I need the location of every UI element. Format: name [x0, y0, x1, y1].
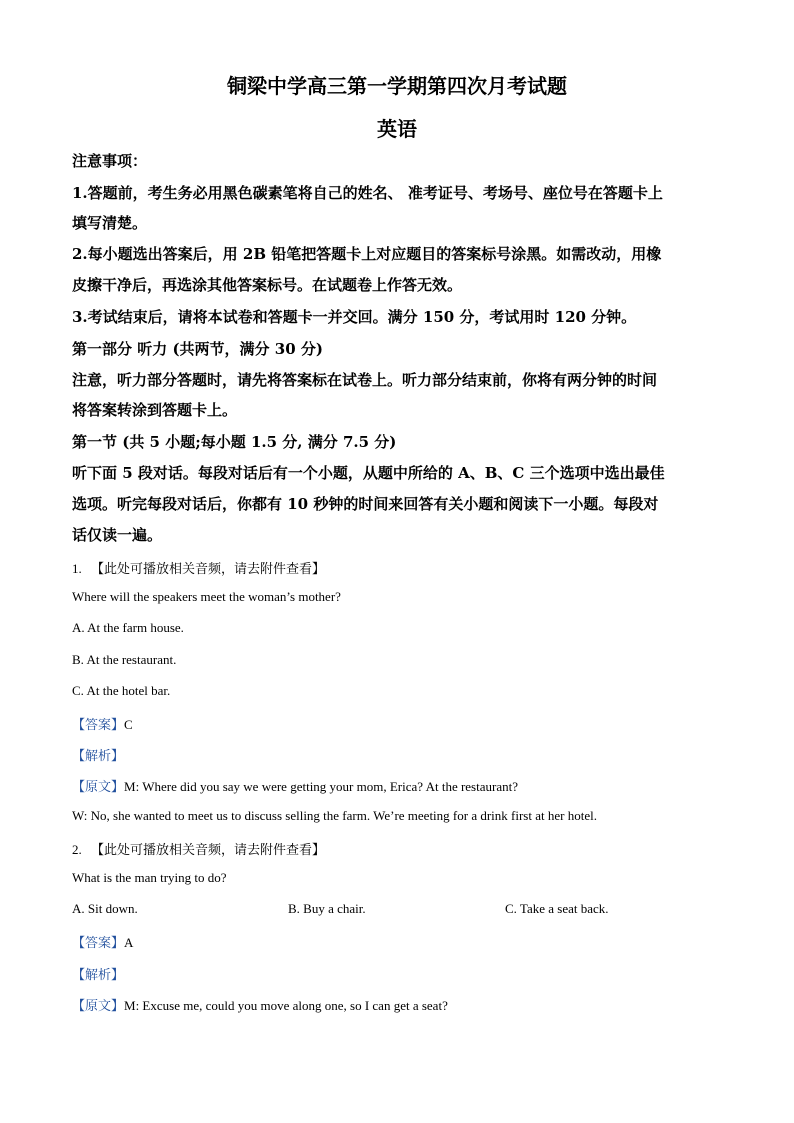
q2-analysis	[72, 964, 124, 983]
q1-number: 1.	[72, 561, 82, 576]
exam-title: 铜梁中学高三第一学期第四次月考试题	[227, 74, 567, 98]
instructions-line-1: 听下面 5 段对话。每段对话后有一个小题，从题中所给的 A、B、C 三个选项中选出最佳	[72, 464, 665, 482]
q2-audio-link[interactable]: 【此处可播放相关音频，请去附件查看】	[91, 842, 326, 857]
q2-number: 2.	[72, 842, 82, 857]
q1-answer-value: C	[124, 717, 133, 732]
section1-heading: 第一节 (共 5 小题;每小题 1.5 分, 满分 7.5 分)	[72, 433, 397, 451]
q2-original-m-text: M: Excuse me, could you move along one, so I can get a seat?	[124, 998, 448, 1013]
q1-original-w: W: No, she wanted to meet us to discuss selling the farm. We’re meeting for a drink first at her hotel.	[72, 808, 597, 823]
note-item-1-line-2: 填写清楚。	[72, 214, 148, 232]
q2-question: What is the man trying to do?	[72, 870, 227, 885]
note-item-2-line-1: 2.每小题选出答案后，用 2B 铅笔把答题卡上对应题目的答案标号涂黑。如需改动，用橡	[72, 245, 662, 263]
exam-subject: 英语	[377, 117, 417, 141]
q1-original-m	[72, 776, 518, 795]
q1-option-c: C. At the hotel bar.	[72, 683, 171, 698]
q1-option-a: A. At the farm house.	[72, 620, 184, 635]
q1-analysis	[72, 745, 124, 764]
q2-answer-value: A	[124, 935, 134, 950]
instructions-line-3: 话仅读一遍。	[72, 526, 163, 544]
q1-answer	[72, 714, 133, 733]
q2-option-b: B. Buy a chair.	[288, 901, 366, 916]
q2-option-a: A. Sit down.	[72, 901, 138, 916]
q2-option-c: C. Take a seat back.	[505, 901, 609, 916]
q1-audio-line	[72, 558, 325, 577]
q1-analysis-tag: 【解析】	[72, 749, 125, 764]
part1-notice-line-1: 注意，听力部分答题时，请先将答案标在试卷上。听力部分结束前，你将有两分钟的时间	[72, 371, 658, 389]
q2-original-tag: 【原文】	[72, 999, 125, 1014]
q1-question: Where will the speakers meet the woman’s mother?	[72, 589, 341, 604]
q2-answer-tag: 【答案】	[72, 936, 125, 951]
q1-option-b: B. At the restaurant.	[72, 652, 177, 667]
instructions-line-2: 选项。听完每段对话后，你都有 10 秒钟的时间来回答有关小题和阅读下一小题。每段对	[72, 495, 659, 513]
q1-original-tag: 【原文】	[72, 780, 125, 795]
q1-answer-tag: 【答案】	[72, 718, 125, 733]
note-item-2-line-2: 皮擦干净后，再选涂其他答案标号。在试题卷上作答无效。	[72, 276, 463, 294]
note-item-3: 3.考试结束后，请将本试卷和答题卡一并交回。满分 150 分，考试用时 120 分钟。	[72, 308, 637, 326]
q2-answer	[72, 932, 133, 951]
notes-heading: 注意事项：	[72, 152, 148, 170]
q1-original-m-text: M: Where did you say we were getting your mom, Erica? At the restaurant?	[124, 779, 518, 794]
q2-original-m	[72, 995, 448, 1014]
part1-heading: 第一部分 听力 (共两节，满分 30 分)	[72, 340, 323, 358]
q2-analysis-tag: 【解析】	[72, 968, 125, 983]
q2-audio-line	[72, 839, 325, 858]
note-item-1-line-1: 1.答题前，考生务必用黑色碳素笔将自己的姓名、 准考证号、考场号、座位号在答题卡上	[72, 184, 663, 202]
q1-audio-link[interactable]: 【此处可播放相关音频，请去附件查看】	[91, 561, 326, 576]
part1-notice-line-2: 将答案转涂到答题卡上。	[72, 401, 238, 419]
